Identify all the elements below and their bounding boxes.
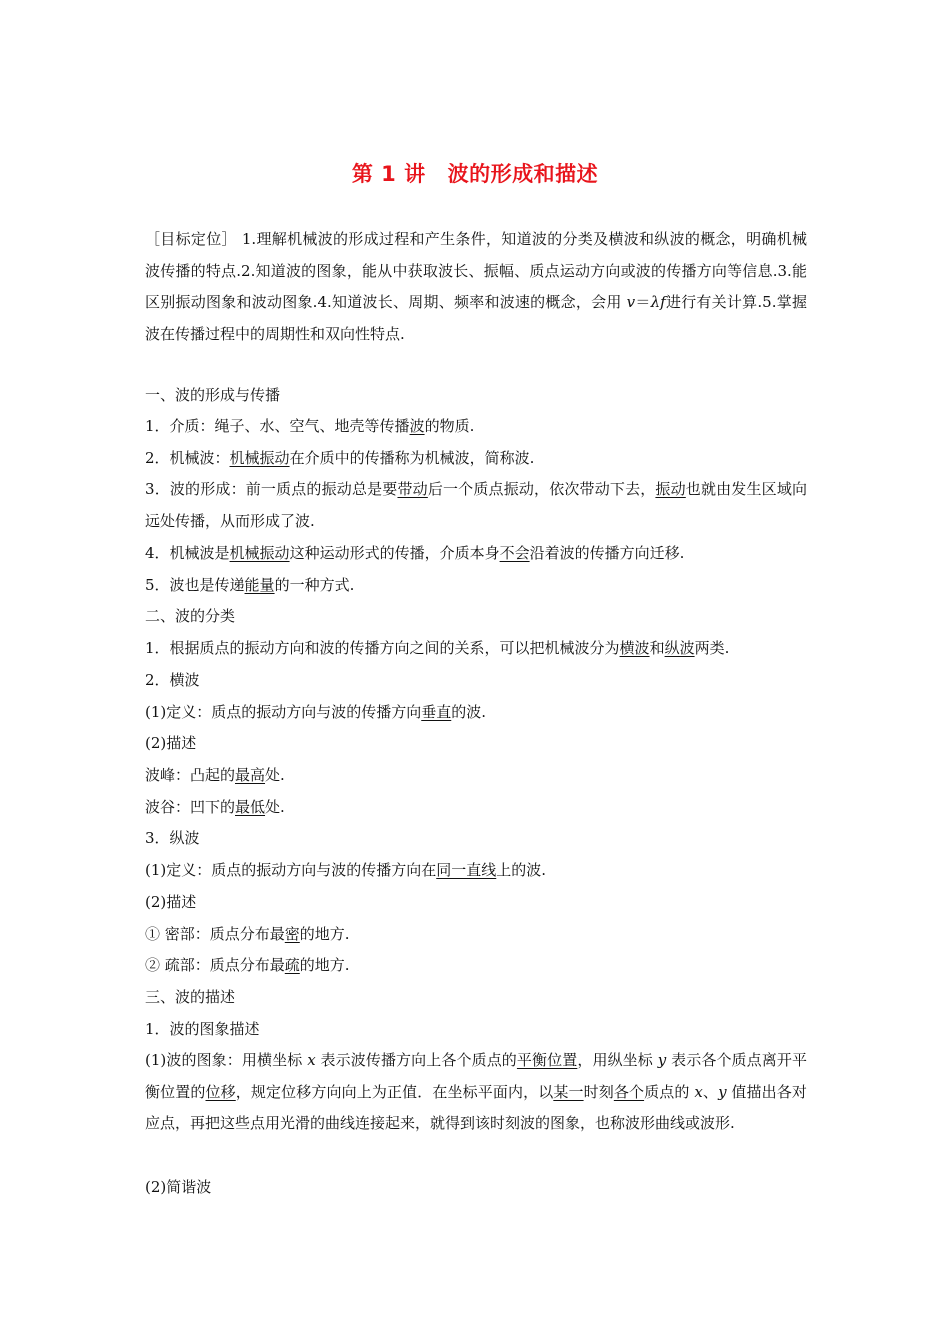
underlined-term: 疏: [284, 956, 300, 974]
section-heading-2: 二、波的分类: [145, 607, 236, 625]
underlined-term: 同一直线: [436, 861, 497, 879]
wave-image-paragraph: (1)波的图象：用横坐标 x 表示波传播方向上各个质点的平衡位置，用纵坐标 y 表示各个质点离开平衡位置的位移，规定位移方向向上为正值．在坐标平面内，以某一时刻各个质点的 x、y 值描出各对应点，再把这些点用光滑的曲线连接起来，就得到该时刻波的图象，也称波形曲线或波形.: [145, 1051, 807, 1132]
objectives-paragraph: [145, 224, 807, 350]
list-item: 波峰：凸起的最高处.: [145, 766, 285, 784]
list-item: 3．波的形成：前一质点的振动总是要带动后一个质点振动，依次带动下去，振动也就由发生区域向远处传播，从而形成了波.: [145, 480, 807, 530]
underlined-term: 带动: [397, 480, 428, 498]
underlined-term: 机械振动: [229, 449, 290, 467]
list-item: 1．介质：绳子、水、空气、地壳等传播波的物质.: [145, 417, 475, 435]
underlined-term: 最低: [235, 798, 266, 816]
list-item: 2．机械波：机械振动在介质中的传播称为机械波，简称波.: [145, 449, 535, 467]
list-item: 3．纵波: [145, 829, 200, 847]
list-item: ② 疏部：质点分布最疏的地方.: [145, 956, 350, 974]
list-item: 5．波也是传递能量的一种方式.: [145, 576, 355, 594]
underlined-term: 各个: [613, 1082, 645, 1101]
list-item: (2)描述: [145, 734, 197, 752]
underlined-term: 密: [284, 925, 300, 943]
var-y: y: [718, 1082, 727, 1101]
section-heading-3: 三、波的描述: [145, 988, 236, 1006]
page-title: [0, 158, 950, 188]
section-heading-1: 一、波的形成与传播: [145, 386, 281, 404]
lecture-title: 波的形成和描述: [447, 162, 599, 186]
underlined-term: 某一: [553, 1082, 584, 1101]
var-x: x: [307, 1051, 316, 1069]
objectives-label: ［目标定位］: [145, 230, 237, 248]
list-item: 1．波的图象描述: [145, 1020, 260, 1038]
list-item: (2)描述: [145, 893, 197, 911]
formula-lambda-f: λf: [650, 293, 666, 311]
underlined-term: 位移: [205, 1082, 236, 1101]
list-item: 波谷：凹下的最低处.: [145, 798, 285, 816]
list-item: (1)定义：质点的振动方向与波的传播方向在同一直线上的波.: [145, 861, 547, 879]
underlined-term: 纵波: [664, 639, 695, 657]
underlined-term: 机械振动: [229, 544, 290, 562]
list-item: (2)简谐波: [145, 1178, 212, 1196]
underlined-term: 横波: [619, 639, 650, 657]
list-item: 1．根据质点的振动方向和波的传播方向之间的关系，可以把机械波分为横波和纵波两类.: [145, 639, 730, 657]
underlined-term: 垂直: [421, 703, 452, 721]
list-item: 4．机械波是机械振动这种运动形式的传播，介质本身不会沿着波的传播方向迁移.: [145, 544, 685, 562]
objectives-text-1: 1.理解机械波的形成过程和产生条件，知道波的分类及横波和纵波的概念，明确机械波传播的特点.2.知道波的图象，能从中获取波长、振幅、质点运动方向或波的传播方向等信息.3.能区别振动图象和波动图象.4.知道波长、周期、频率和波速的概念，会用: [145, 230, 807, 311]
formula-eq: ＝: [635, 293, 651, 311]
objectives-text-2: 进行有关计算.5.掌握波在传播过程中的周期性和双向性特点.: [145, 293, 807, 343]
var-y: y: [657, 1051, 667, 1069]
underlined-term: 振动: [655, 480, 686, 498]
lecture-number: 第 1 讲: [351, 162, 426, 186]
underlined-term: 波: [409, 417, 425, 435]
formula-v: v: [626, 293, 636, 311]
list-item: 2．横波: [145, 671, 200, 689]
var-x: x: [694, 1082, 703, 1101]
underlined-term: 平衡位置: [516, 1051, 578, 1069]
list-item: (1)定义：质点的振动方向与波的传播方向垂直的波.: [145, 703, 487, 721]
underlined-term: 能量: [244, 576, 275, 594]
list-item: ① 密部：质点分布最密的地方.: [145, 925, 350, 943]
underlined-term: 最高: [235, 766, 266, 784]
underlined-term: 不会: [499, 544, 530, 562]
